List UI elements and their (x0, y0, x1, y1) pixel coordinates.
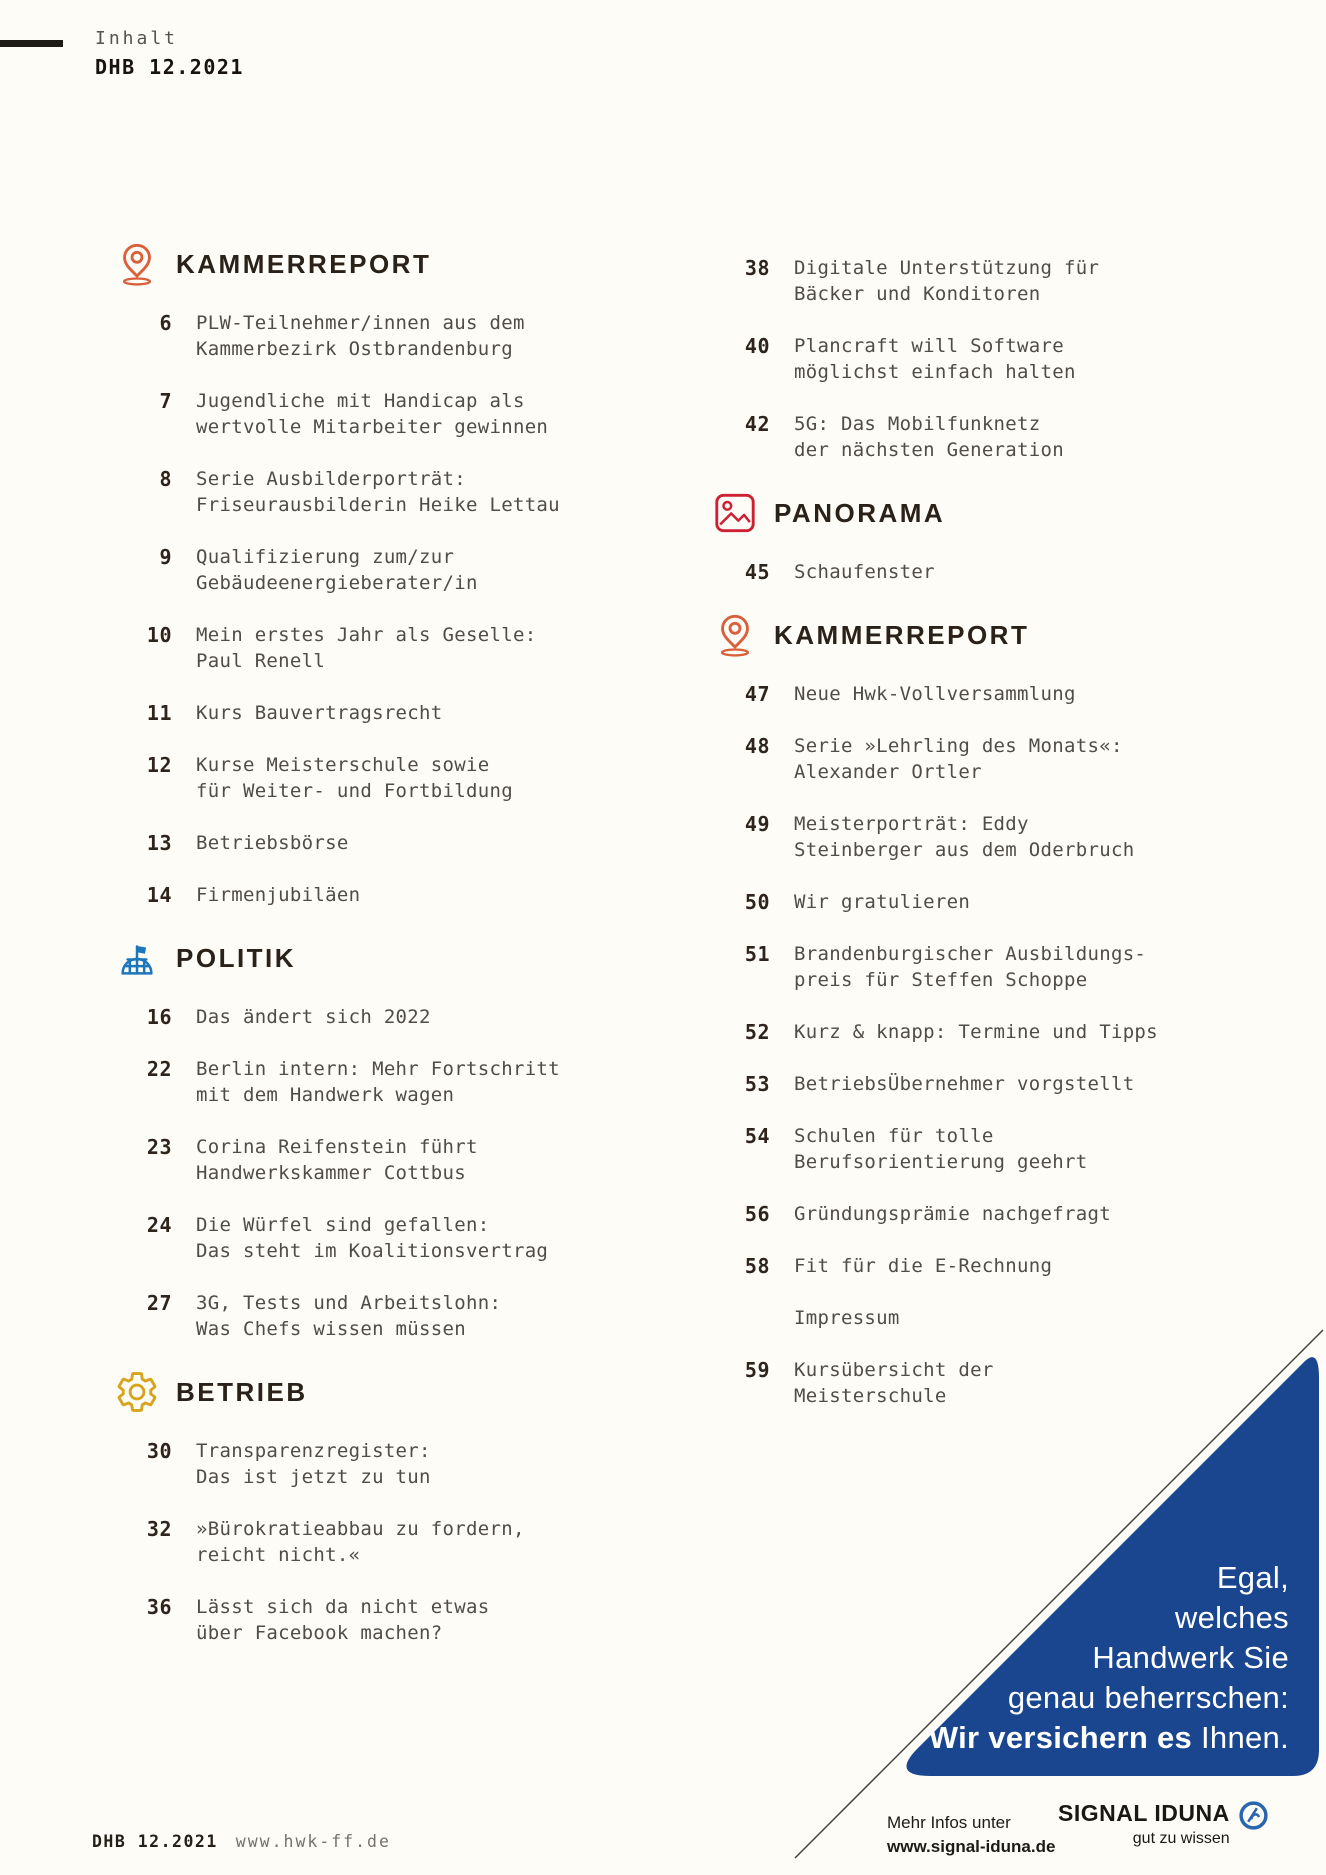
toc-entry-title (196, 1516, 525, 1568)
toc-entry-line: Die Würfel sind gefallen: (196, 1214, 490, 1236)
toc-entry-line: Bäcker und Konditoren (794, 283, 1041, 305)
toc-entry-line: Betriebsbörse (196, 832, 349, 854)
toc-item (714, 681, 1234, 707)
toc-column-left (116, 240, 596, 1672)
map-pin-icon (712, 611, 758, 659)
ad-info-text: Mehr Infos unter (887, 1813, 1011, 1832)
toc-item (116, 882, 596, 908)
toc-entry-line: Friseurausbilderin Heike Lettau (196, 494, 560, 516)
toc-item (714, 1123, 1234, 1175)
section-header (712, 489, 1234, 537)
toc-page-number: 36 (146, 1595, 172, 1619)
toc-entry-line: BetriebsÜbernehmer vorgstellt (794, 1073, 1135, 1095)
gear-icon (114, 1368, 160, 1416)
toc-entry-line: Schulen für tolle (794, 1125, 994, 1147)
toc-item (116, 1594, 596, 1646)
toc-page-number: 13 (146, 831, 172, 855)
toc-entry-line: Das ist jetzt zu tun (196, 1466, 431, 1488)
toc-entry-line: Digitale Unterstützung für (794, 257, 1100, 279)
toc-entry-line: Gründungsprämie nachgefragt (794, 1203, 1111, 1225)
toc-entry-title (794, 811, 1134, 863)
toc-entry-title (794, 1253, 1052, 1279)
toc-entry-title (196, 752, 513, 804)
parliament-dome-icon (114, 934, 160, 982)
toc-item (714, 811, 1234, 863)
toc-page-number: 12 (146, 753, 172, 777)
toc-entry-title (196, 622, 536, 674)
toc-page-number: 56 (744, 1202, 770, 1226)
toc-page-number: 10 (146, 623, 172, 647)
toc-page-number: 14 (146, 883, 172, 907)
section-title: POLITIK (176, 942, 297, 973)
section-panorama (714, 489, 1234, 585)
toc-entry-line: Kursübersicht der (794, 1359, 994, 1381)
toc-entry-line: Das ändert sich 2022 (196, 1006, 431, 1028)
ad-slogan-line: welches (1174, 1600, 1289, 1635)
toc-entry-line: Serie »Lehrling des Monats«: (794, 735, 1123, 757)
toc-page-number: 9 (159, 545, 172, 569)
toc-entry-line: reicht nicht.« (196, 1544, 361, 1566)
section-header (114, 240, 596, 288)
toc-entry-title (794, 889, 970, 915)
toc-item (116, 700, 596, 726)
toc-item (116, 622, 596, 674)
section-title: KAMMERREPORT (176, 248, 432, 279)
toc-page-number: 48 (744, 734, 770, 758)
toc-column-right (714, 255, 1234, 1435)
toc-entry-title (794, 681, 1076, 707)
toc-item (714, 333, 1234, 385)
toc-entry-line: PLW-Teilnehmer/innen aus dem (196, 312, 525, 334)
toc-item (116, 752, 596, 804)
signal-iduna-logo-icon (1238, 1800, 1269, 1831)
toc-entry-line: Lässt sich da nicht etwas (196, 1596, 490, 1618)
toc-item (116, 1212, 596, 1264)
issue-label: DHB 12.2021 (95, 55, 244, 79)
toc-entry-title (196, 1134, 478, 1186)
toc-item (714, 1071, 1234, 1097)
toc-item (116, 310, 596, 362)
toc-entry-line: Neue Hwk-Vollversammlung (794, 683, 1076, 705)
ad-slogan-line: genau beherrschen: (1007, 1680, 1289, 1715)
footer-website: www.hwk-ff.de (235, 1832, 391, 1851)
toc-entry-line: Meisterporträt: Eddy (794, 813, 1029, 835)
toc-item (116, 544, 596, 596)
toc-entry-title (794, 1019, 1158, 1045)
section-header (114, 1368, 596, 1416)
toc-page-number: 23 (146, 1135, 172, 1159)
toc-entry-line: Brandenburgischer Ausbildungs- (794, 943, 1147, 965)
toc-item (714, 941, 1234, 993)
toc-entry-line: Corina Reifenstein führt (196, 1136, 478, 1158)
page-footer (92, 1832, 391, 1851)
toc-item (116, 830, 596, 856)
toc-item (714, 889, 1234, 915)
brand-tagline: gut zu wissen (1132, 1830, 1230, 1847)
section-continued (714, 255, 1234, 463)
toc-entry-line: Kurz & knapp: Termine und Tipps (794, 1021, 1158, 1043)
toc-page-number: 11 (146, 701, 172, 725)
toc-entry-line: Serie Ausbilderporträt: (196, 468, 466, 490)
section-politik (116, 934, 596, 1342)
toc-entry-line: mit dem Handwerk wagen (196, 1084, 455, 1106)
toc-entry-title (794, 1071, 1134, 1097)
toc-item (714, 411, 1234, 463)
toc-page-number (714, 1305, 770, 1331)
toc-entry-line: Jugendliche mit Handicap als (196, 390, 525, 412)
toc-entry-title (794, 941, 1146, 993)
toc-entry-line: Paul Renell (196, 650, 326, 672)
toc-entry-line: möglichst einfach halten (794, 361, 1076, 383)
toc-item (714, 255, 1234, 307)
toc-entry-line: Schaufenster (794, 561, 935, 583)
section-betrieb (116, 1368, 596, 1646)
toc-page-number: 40 (744, 334, 770, 358)
toc-item (116, 1290, 596, 1342)
toc-entry-line: über Facebook machen? (196, 1622, 443, 1644)
toc-entry-line: Firmenjubiläen (196, 884, 361, 906)
section-title: PANORAMA (774, 497, 946, 528)
toc-entry-line: Berlin intern: Mehr Fortschritt (196, 1058, 560, 1080)
toc-entry-line: Meisterschule (794, 1385, 947, 1407)
toc-page-number: 22 (146, 1057, 172, 1081)
toc-entry-line: Impressum (794, 1307, 900, 1329)
toc-entry-title (196, 544, 478, 596)
toc-item (714, 1019, 1234, 1045)
toc-item (116, 466, 596, 518)
toc-entry-title (794, 333, 1076, 385)
footer-issue: DHB 12.2021 (92, 1832, 218, 1851)
toc-entry-title (196, 466, 560, 518)
toc-page-number: 38 (744, 256, 770, 280)
toc-entry-line: Transparenzregister: (196, 1440, 431, 1462)
toc-entry-line: Kurse Meisterschule sowie (196, 754, 490, 776)
toc-entry-title (196, 700, 443, 726)
toc-entry-title (794, 411, 1064, 463)
toc-page-number: 51 (744, 942, 770, 966)
section-title: BETRIEB (176, 1376, 308, 1407)
toc-entry-line: 3G, Tests und Arbeitslohn: (196, 1292, 502, 1314)
toc-entry-line: Gebäudeenergieberater/in (196, 572, 478, 594)
section-header (712, 611, 1234, 659)
toc-entry-line: Das steht im Koalitionsvertrag (196, 1240, 549, 1262)
toc-item (116, 1004, 596, 1030)
toc-item (714, 1201, 1234, 1227)
toc-entry-title (196, 882, 360, 908)
toc-entry-title (196, 1290, 501, 1342)
toc-item (116, 388, 596, 440)
ad-info-url: www.signal-iduna.de (887, 1837, 1056, 1856)
masthead-rule (0, 40, 63, 47)
section-kammerreport (116, 240, 596, 908)
toc-entry-line: Mein erstes Jahr als Geselle: (196, 624, 537, 646)
toc-entry-title (196, 830, 349, 856)
toc-item (116, 1516, 596, 1568)
ad-slogan (869, 1558, 1289, 1758)
toc-entry-title (196, 1004, 431, 1030)
toc-entry-title (196, 1056, 560, 1108)
ad-brand (1058, 1799, 1269, 1849)
toc-entry-line: Was Chefs wissen müssen (196, 1318, 466, 1340)
toc-entry-title (196, 1594, 489, 1646)
map-pin-icon (114, 240, 160, 288)
ad-info (887, 1811, 1055, 1859)
toc-page-number: 7 (159, 389, 172, 413)
toc-page-number: 30 (146, 1439, 172, 1463)
toc-entry-title (794, 1123, 1087, 1175)
section-title: KAMMERREPORT (774, 619, 1030, 650)
toc-entry-title (196, 310, 525, 362)
ad-slogan-line: Egal, (1216, 1560, 1289, 1595)
toc-entry-title (794, 255, 1099, 307)
toc-entry-line: Kammerbezirk Ostbrandenburg (196, 338, 513, 360)
toc-page-number: 32 (146, 1517, 172, 1541)
toc-page-number: 8 (159, 467, 172, 491)
toc-item (714, 733, 1234, 785)
toc-entry-title (196, 1212, 548, 1264)
toc-page-number: 24 (146, 1213, 172, 1237)
toc-entry-title (196, 1438, 431, 1490)
toc-entry-line: Plancraft will Software (794, 335, 1064, 357)
toc-entry-line: Qualifizierung zum/zur (196, 546, 455, 568)
toc-page-number: 59 (744, 1358, 770, 1382)
toc-entry-title (794, 559, 935, 585)
toc-page-number: 52 (744, 1020, 770, 1044)
toc-page-number: 49 (744, 812, 770, 836)
toc-item (116, 1056, 596, 1108)
toc-entry-line: Berufsorientierung geehrt (794, 1151, 1088, 1173)
toc-entry-title (196, 388, 548, 440)
toc-page-number: 50 (744, 890, 770, 914)
ad-slogan-line: Wir versichern es Ihnen. (928, 1720, 1289, 1755)
toc-page-number: 53 (744, 1072, 770, 1096)
toc-page-number: 58 (744, 1254, 770, 1278)
toc-entry-line: »Bürokratieabbau zu fordern, (196, 1518, 525, 1540)
toc-entry-line: Kurs Bauvertragsrecht (196, 702, 443, 724)
toc-entry-line: Handwerkskammer Cottbus (196, 1162, 466, 1184)
toc-page-number: 27 (146, 1291, 172, 1315)
section-header (114, 934, 596, 982)
toc-item (714, 559, 1234, 585)
toc-entry-line: wertvolle Mitarbeiter gewinnen (196, 416, 549, 438)
toc-page-number: 6 (159, 311, 172, 335)
toc-page-number: 45 (744, 560, 770, 584)
toc-item (116, 1438, 596, 1490)
ad-slogan-line: Handwerk Sie (1092, 1640, 1289, 1675)
toc-entry-line: preis für Steffen Schoppe (794, 969, 1088, 991)
section-kammerreport (714, 611, 1234, 1409)
toc-entry-line: Steinberger aus dem Oderbruch (794, 839, 1135, 861)
toc-entry-line: der nächsten Generation (794, 439, 1064, 461)
toc-entry-title (794, 733, 1123, 785)
toc-entry-line: 5G: Das Mobilfunknetz (794, 413, 1041, 435)
toc-page-number: 47 (744, 682, 770, 706)
page-title: Inhalt (95, 28, 179, 49)
toc-entry-line: Wir gratulieren (794, 891, 971, 913)
toc-item (116, 1134, 596, 1186)
toc-entry-line: Alexander Ortler (794, 761, 982, 783)
toc-entry-line: Fit für die E-Rechnung (794, 1255, 1053, 1277)
brand-name: SIGNAL IDUNA (1058, 1800, 1230, 1826)
toc-page-number: 42 (744, 412, 770, 436)
toc-page-number: 16 (146, 1005, 172, 1029)
toc-entry-line: für Weiter- und Fortbildung (196, 780, 513, 802)
picture-icon (712, 489, 758, 537)
toc-entry-title (794, 1201, 1111, 1227)
toc-item (714, 1253, 1234, 1279)
toc-page-number: 54 (744, 1124, 770, 1148)
